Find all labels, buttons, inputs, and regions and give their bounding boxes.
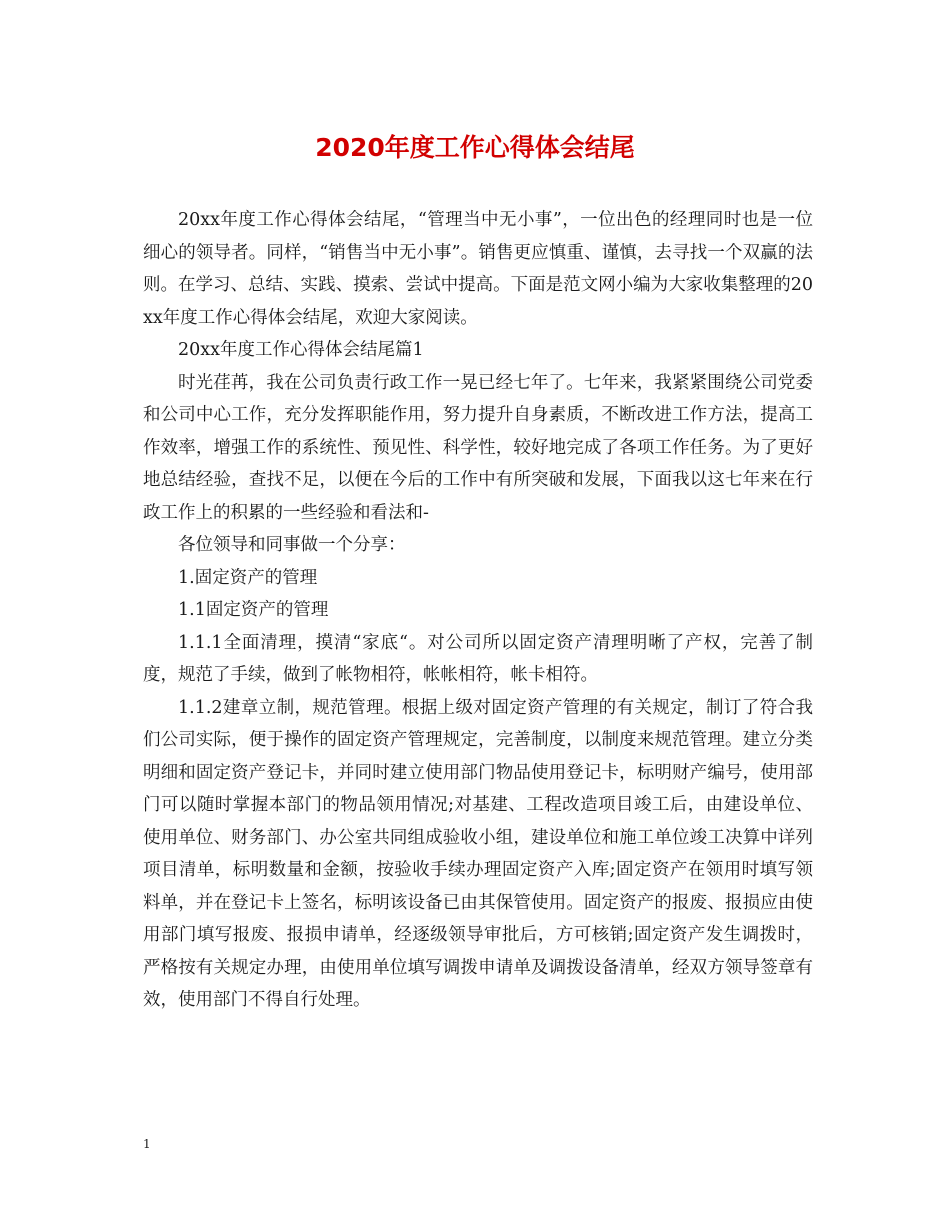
paragraph-sharing: 各位领导和同事做一个分享： <box>178 535 406 555</box>
document-title: 2020年度工作心得体会结尾 <box>315 133 635 162</box>
paragraph-intro: 20xx年度工作心得体会结尾，“管理当中无小事”，一位出色的经理同时也是一位细心的领导者。同样，“销售当中无小事”。销售更应慎重、谨慎，去寻找一个双赢的法则。在学习、总结、实践、摸索、尝试中提高。下面是范文网小编为大家收集整理的20xx年度工作心得体会结尾，欢迎大家阅读。 <box>143 210 813 328</box>
heading-1: 1.固定资产的管理 <box>178 567 318 588</box>
document-body <box>143 204 813 1017</box>
paragraph-1-1-2: 1.1.2建章立制，规范管理。根据上级对固定资产管理的有关规定，制订了符合我们公司实际，便于操作的固定资产管理规定，完善制度，以制度来规范管理。建立分类明细和固定资产登记卡，并同时建立使用部门物品使用登记卡，标明财产编号，使用部门可以随时掌握本部门的物品领用情况;对基建、工程改造项目竣工后，由建设单位、使用单位、财务部门、办公室共同组成验收小组，建设单位和施工单位竣工决算中详列项目清单，标明数量和金额，按验收手续办理固定资产入库;固定资产在领用时填写领料单，并在登记卡上签名，标明该设备已由其保管使用。固定资产的报废、报损应由使用部门填写报废、报损申请单，经逐级领导审批后，方可核销;固定资产发生调拨时，严格按有关规定办理，由使用单位填写调拨申请单及调拨设备清单，经双方领导签章有效，使用部门不得自行处理。 <box>143 697 813 1010</box>
heading-1-1: 1.1固定资产的管理 <box>178 600 329 620</box>
page-number: 1 <box>143 1137 151 1151</box>
paragraph-section-heading: 20xx年度工作心得体会结尾篇1 <box>178 340 424 360</box>
paragraph-1-1-1: 1.1.1全面清理，摸清“家底“。对公司所以固定资产清理明晰了产权，完善了制度，规范了手续，做到了帐物相符，帐帐相符，帐卡相符。 <box>143 632 813 685</box>
paragraph-opening: 时光荏苒，我在公司负责行政工作一晃已经七年了。七年来，我紧紧围绕公司党委和公司中心工作，充分发挥职能作用，努力提升自身素质，不断改进工作方法，提高工作效率，增强工作的系统性、预见性、科学性，较好地完成了各项工作任务。为了更好地总结经验，查找不足，以便在今后的工作中有所突破和发展，下面我以这七年来在行政工作上的积累的一些经验和看法和- <box>143 372 813 523</box>
